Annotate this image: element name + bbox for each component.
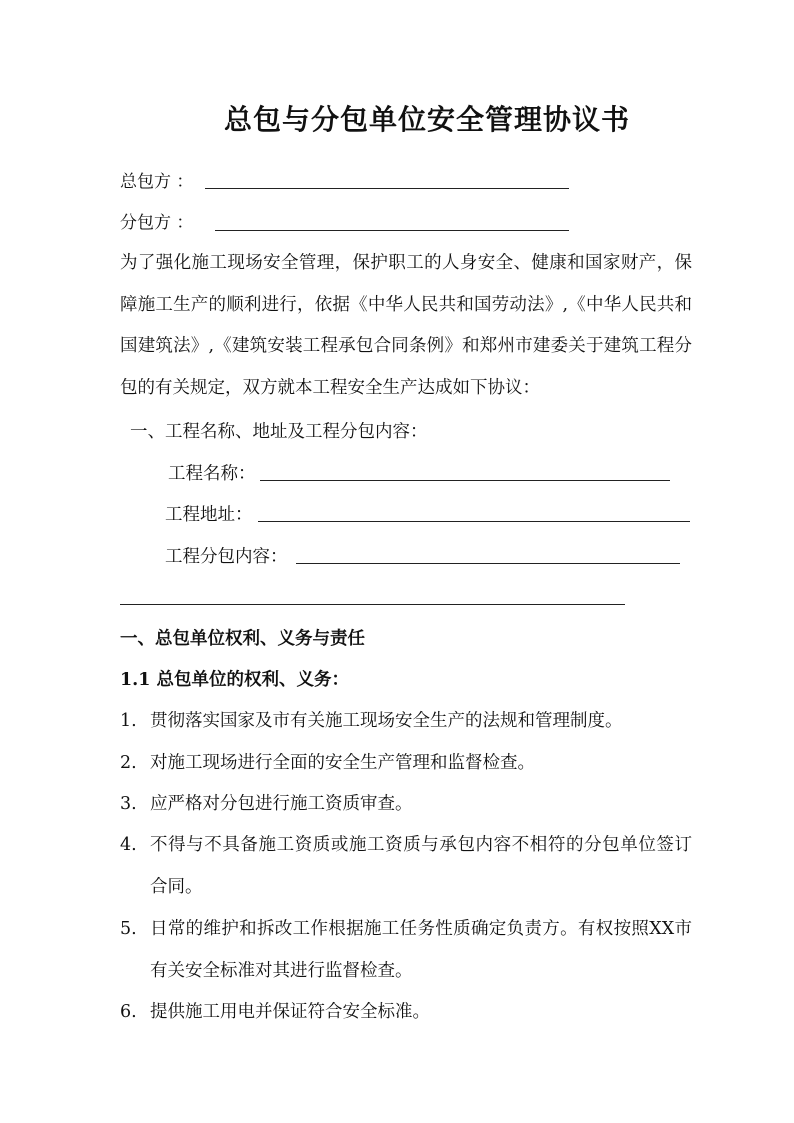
list-item-number: 4.: [120, 835, 137, 855]
list-item: [120, 991, 692, 1033]
project-name-blank: [260, 480, 670, 481]
subcontractor-label: 分包方 ：: [120, 213, 194, 233]
subsection-heading: 1.1 总包单位的权利、义务：: [120, 670, 350, 690]
subcontractor-blank: [215, 230, 569, 231]
project-address-label: 工程地址：: [165, 505, 253, 525]
project-scope-label: 工程分包内容：: [165, 547, 288, 567]
list-item-number: 1.: [120, 711, 137, 731]
project-address-blank: [258, 521, 690, 522]
project-scope-blank: [296, 563, 680, 564]
list-item: [120, 742, 692, 784]
project-name-label: 工程名称：: [168, 464, 256, 484]
list-item-text: 日常的维护和拆改工作根据施工任务性质确定负责方。有权按照XX市有关安全标准对其进行监督检查。: [150, 919, 692, 981]
document-title: 总包与分包单位安全管理协议书: [223, 103, 630, 136]
project-section-heading: 一、工程名称、地址及工程分包内容：: [130, 422, 428, 442]
list-item-text: 不得与不具备施工资质或施工资质与承包内容不相符的分包单位签订合同。: [150, 835, 692, 897]
list-item-text: 贯彻落实国家及市有关施工现场安全生产的法规和管理制度。: [150, 711, 623, 731]
list-item-text: 应严格对分包进行施工资质审查。: [150, 794, 413, 814]
list-item-number: 3.: [120, 794, 137, 814]
section-one-heading: 一、总包单位权利、义务与责任: [120, 629, 365, 649]
project-scope-blank-continued: [120, 604, 625, 605]
list-item-text: 对施工现场进行全面的安全生产管理和监督检查。: [150, 753, 535, 773]
general-contractor-blank: [205, 188, 569, 189]
list-item-number: 6.: [120, 1002, 137, 1022]
general-contractor-label: 总包方 ：: [120, 172, 194, 192]
intro-paragraph: 为了强化施工现场安全管理，保护职工的人身安全、健康和国家财产，保障施工生产的顺利进行，依据《中华人民共和国劳动法》,《中华人民共和国建筑法》,《建筑安装工程承包合同条例》和郑州市建委关于建筑工程分包的有关规定，双方就本工程安全生产达成如下协议：: [120, 253, 692, 398]
list-item: [120, 700, 692, 742]
list-item: [120, 824, 692, 908]
list-item: [120, 908, 692, 992]
list-item-number: 5.: [120, 919, 137, 939]
list-item: [120, 783, 692, 825]
list-item-number: 2.: [120, 753, 137, 773]
list-item-text: 提供施工用电并保证符合安全标准。: [150, 1002, 430, 1022]
